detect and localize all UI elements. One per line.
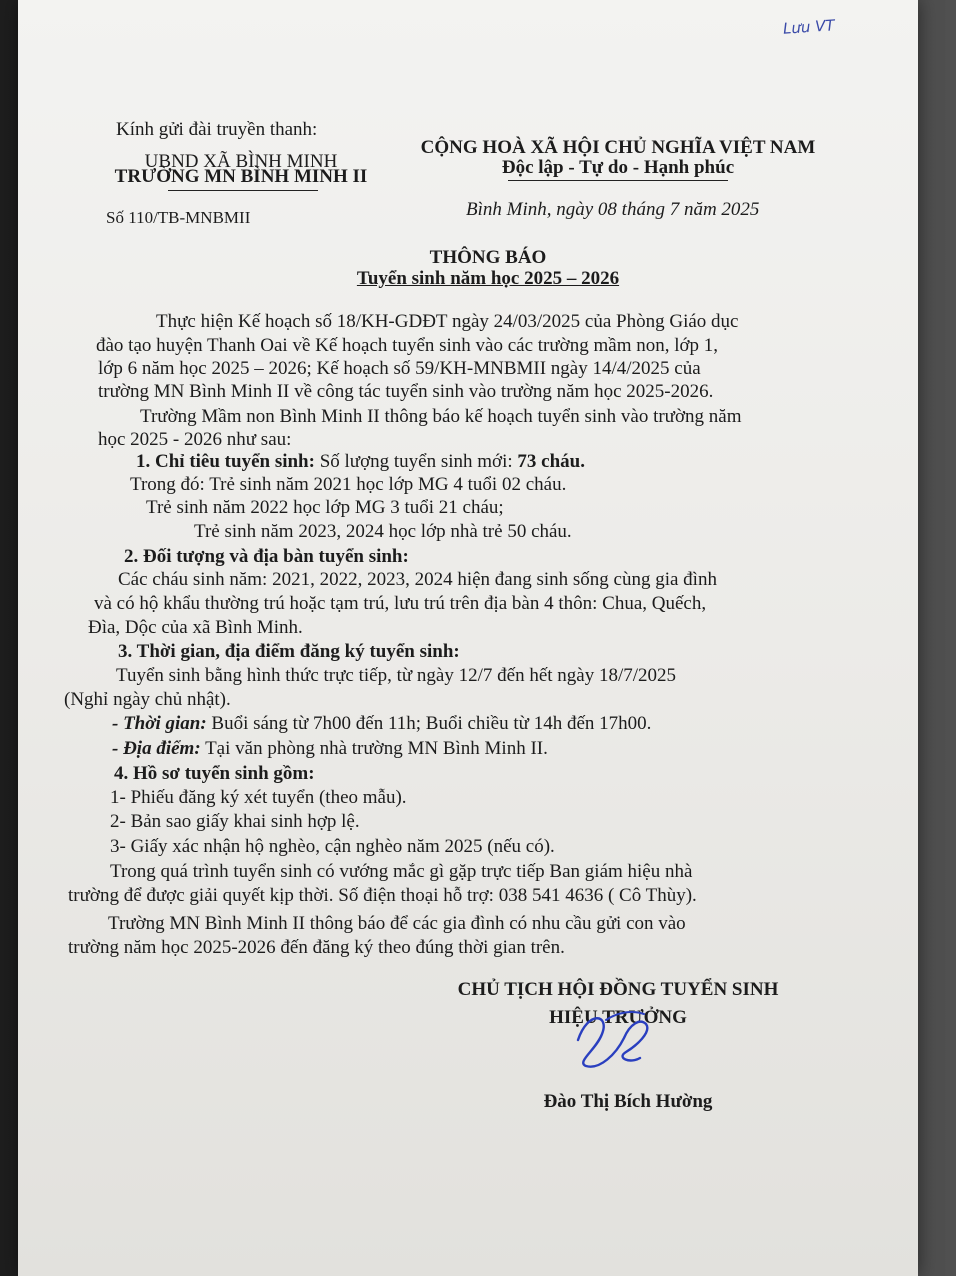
section-3-place-label: - Địa điểm: xyxy=(112,738,201,759)
section-3-line-2: (Nghỉ ngày chủ nhật). xyxy=(64,689,231,710)
section-1-detail-3: Trẻ sinh năm 2023, 2024 học lớp nhà trẻ 50 cháu. xyxy=(194,521,572,542)
nation-line-2: Độc lập - Tự do - Hạnh phúc xyxy=(501,157,735,178)
signature-icon xyxy=(566,1000,656,1080)
section-1-detail-1: Trong đó: Trẻ sinh năm 2021 học lớp MG 4 tuổi 02 cháu. xyxy=(130,474,567,495)
nation-line-1: CỘNG HOÀ XÃ HỘI CHỦ NGHĨA VIỆT NAM xyxy=(420,137,816,158)
section-1-heading: 1. Chỉ tiêu tuyển sinh: xyxy=(136,451,315,472)
intro-line-5: Trường Mầm non Bình Minh II thông báo kế hoạch tuyển sinh vào trường năm xyxy=(140,406,742,427)
signer-name: Đào Thị Bích Hường xyxy=(543,1091,713,1112)
section-3-place xyxy=(112,737,548,761)
closing-line-3: Trường MN Bình Minh II thông báo để các gia đình có nhu cầu gửi con vào xyxy=(108,913,686,934)
section-1-line xyxy=(136,450,585,474)
section-3-line-1: Tuyển sinh bằng hình thức trực tiếp, từ ngày 12/7 đến hết ngày 18/7/2025 xyxy=(116,665,677,686)
section-2-line-3: Đìa, Dộc của xã Bình Minh. xyxy=(88,617,303,638)
section-2-line-2: và có hộ khẩu thường trú hoặc tạm trú, lưu trú trên địa bàn 4 thôn: Chua, Quếch, xyxy=(94,593,707,614)
section-3-time-text: Buổi sáng từ 7h00 đến 11h; Buổi chiều từ 14h đến 17h00. xyxy=(206,713,652,734)
closing-line-1: Trong quá trình tuyển sinh có vướng mắc gì gặp trực tiếp Ban giám hiệu nhà xyxy=(110,861,693,882)
nation-underline xyxy=(508,180,728,181)
recipient-line: Kính gửi đài truyền thanh: xyxy=(116,119,318,140)
section-2-line-1: Các cháu sinh năm: 2021, 2022, 2023, 2024 hiện đang sinh sống cùng gia đình xyxy=(118,569,717,590)
intro-line-4: trường MN Bình Minh II về công tác tuyển sinh vào trường năm học 2025-2026. xyxy=(98,381,714,402)
section-1-count: 73 cháu. xyxy=(517,451,585,472)
section-4-item-3: 3- Giấy xác nhận hộ nghèo, cận nghèo năm 2025 (nếu có). xyxy=(110,836,555,857)
section-4-item-2: 2- Bản sao giấy khai sinh hợp lệ. xyxy=(110,811,360,832)
org-line-1: UBND XÃ BÌNH MINH xyxy=(144,151,338,172)
signer-title-1: CHỦ TỊCH HỘI ĐỒNG TUYỂN SINH xyxy=(457,979,779,1000)
section-3-time xyxy=(112,712,651,736)
doc-subtitle: Tuyển sinh năm học 2025 – 2026 xyxy=(356,268,620,289)
org-underline xyxy=(168,190,318,191)
section-4-item-1: 1- Phiếu đăng ký xét tuyển (theo mẫu). xyxy=(110,787,407,808)
doc-title: THÔNG BÁO xyxy=(429,247,547,268)
signer-title-2: HIỆU TRƯỞNG xyxy=(549,1007,687,1028)
document-page xyxy=(18,0,918,1276)
intro-line-6: học 2025 - 2026 như sau: xyxy=(98,429,292,450)
closing-line-4: trường năm học 2025-2026 đến đăng ký theo đúng thời gian trên. xyxy=(68,937,565,958)
org-line-2: TRƯỜNG MN BÌNH MINH II xyxy=(114,166,368,187)
section-3-heading: 3. Thời gian, địa điểm đăng ký tuyển sinh: xyxy=(118,641,460,662)
section-1-text: Số lượng tuyển sinh mới: xyxy=(314,451,518,472)
section-1-detail-2: Trẻ sinh năm 2022 học lớp MG 3 tuổi 21 cháu; xyxy=(146,497,504,518)
doc-number: Số 110/TB-MNBMII xyxy=(106,208,251,227)
section-4-heading: 4. Hồ sơ tuyển sinh gồm: xyxy=(114,763,315,784)
intro-line-1: Thực hiện Kế hoạch số 18/KH-GDĐT ngày 24/03/2025 của Phòng Giáo dục xyxy=(156,311,739,332)
closing-line-2: trường để được giải quyết kịp thời. Số điện thoại hỗ trợ: 038 541 4636 ( Cô Thùy). xyxy=(68,885,697,906)
handwritten-note: Lưu VT xyxy=(782,16,836,38)
intro-line-3: lớp 6 năm học 2025 – 2026; Kế hoạch số 59/KH-MNBMII ngày 14/4/2025 của xyxy=(98,358,701,379)
section-3-time-label: - Thời gian: xyxy=(112,713,207,734)
section-3-place-text: Tại văn phòng nhà trường MN Bình Minh II. xyxy=(200,738,548,759)
place-date: Bình Minh, ngày 08 tháng 7 năm 2025 xyxy=(466,199,760,220)
section-2-heading: 2. Đối tượng và địa bàn tuyển sinh: xyxy=(124,546,409,567)
intro-line-2: đào tạo huyện Thanh Oai về Kế hoạch tuyển sinh vào các trường mầm non, lớp 1, xyxy=(96,335,719,356)
